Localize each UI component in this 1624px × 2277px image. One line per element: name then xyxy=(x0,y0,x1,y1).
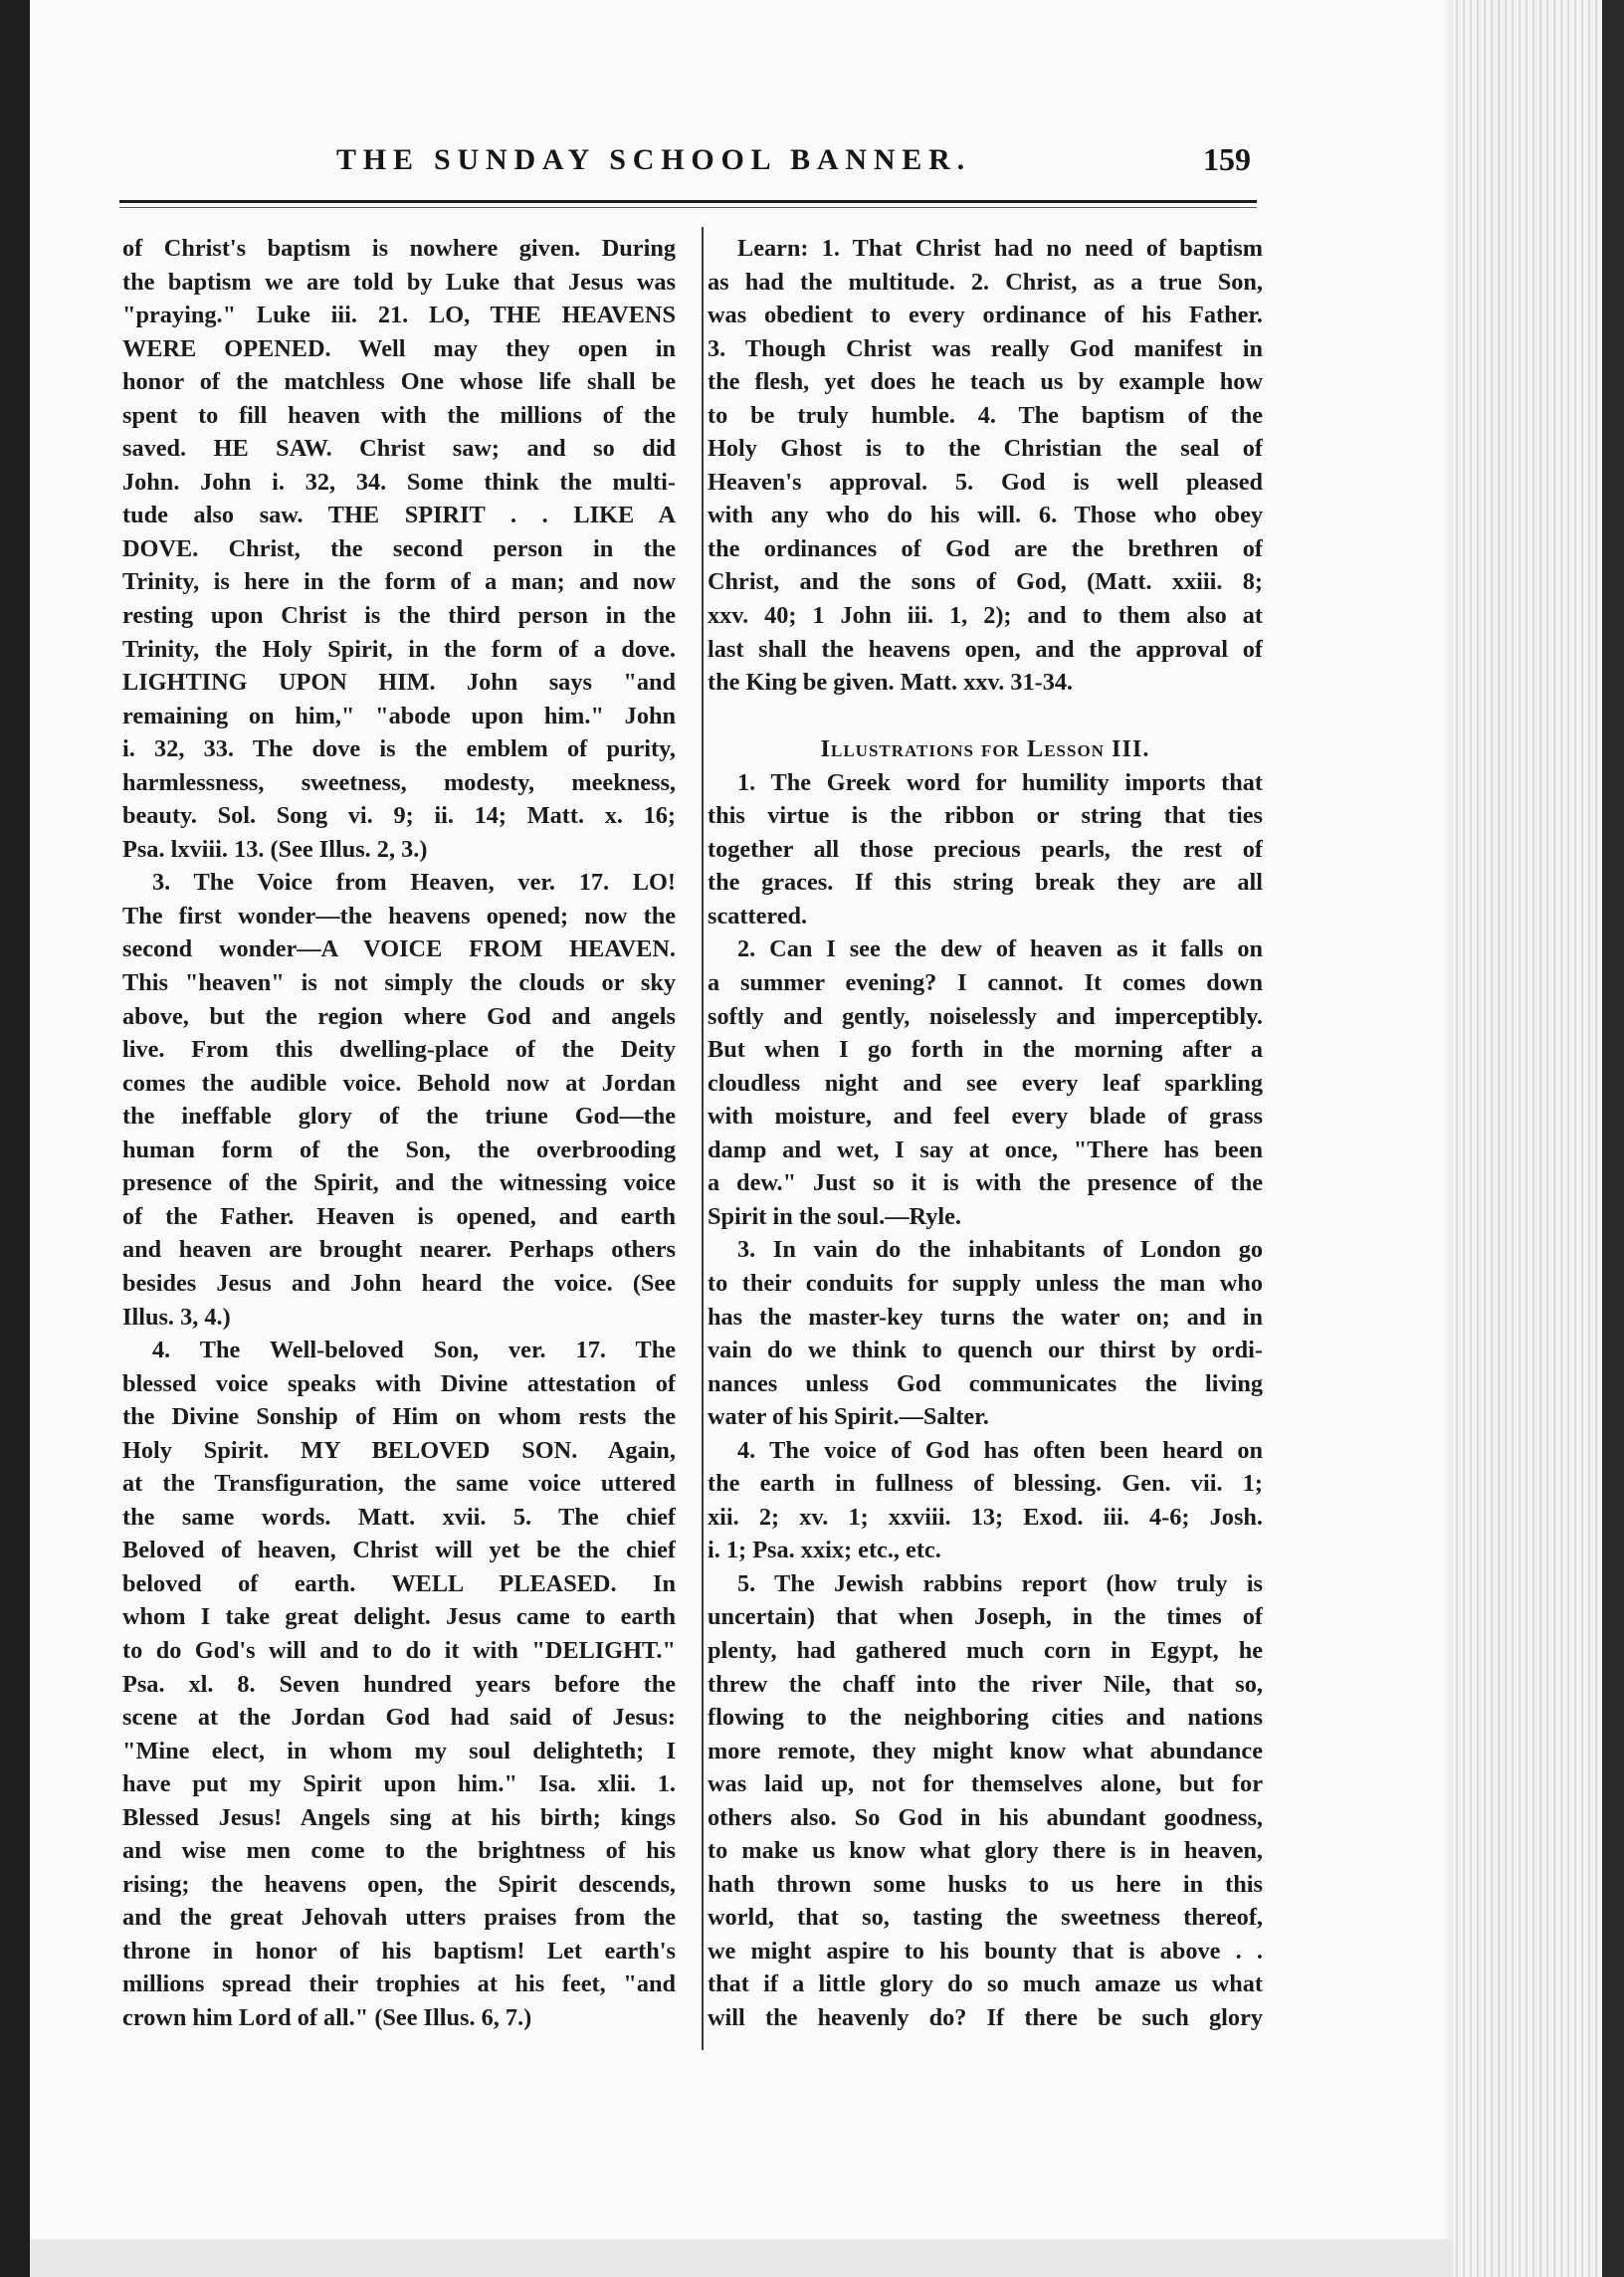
text-line: Heaven's approval. 5. God is well pleased xyxy=(708,468,1263,496)
text-line: This "heaven" is not simply the clouds or sky xyxy=(122,969,676,997)
right-column xyxy=(708,232,1263,2035)
page-bottom-margin xyxy=(30,2239,1453,2277)
text-line: at the Transfiguration, the same voice uttered xyxy=(122,1470,676,1498)
text-line: Christ, and the sons of God, (Matt. xxiii. 8; xyxy=(708,568,1263,596)
text-line: Blessed Jesus! Angels sing at his birth; kings xyxy=(122,1803,676,1831)
text-line: But when I go forth in the morning after a xyxy=(708,1036,1263,1064)
text-line: beloved of earth. WELL PLEASED. In xyxy=(122,1569,676,1597)
text-line: the ordinances of God are the brethren of xyxy=(708,534,1263,562)
text-line: 4. The Well-beloved Son, ver. 17. The xyxy=(152,1337,676,1364)
text-line: WERE OPENED. Well may they open in xyxy=(122,334,676,362)
text-line: together all those precious pearls, the rest of xyxy=(708,835,1263,863)
text-line: blessed voice speaks with Divine attestation of xyxy=(122,1369,676,1397)
text-line: vain do we think to quench our thirst by ordi- xyxy=(708,1337,1263,1364)
text-line: tude also saw. THE SPIRIT . . LIKE A xyxy=(122,502,676,529)
text-line: comes the audible voice. Behold now at Jordan xyxy=(122,1069,676,1097)
running-header xyxy=(119,137,1259,187)
text-line: we might aspire to his bounty that is above . . xyxy=(708,1937,1263,1965)
text-line: and wise men come to the brightness of his xyxy=(122,1837,676,1865)
text-line: remaining on him," "abode upon him." John xyxy=(122,702,676,729)
section-heading: Illustrations for Lesson III. xyxy=(820,735,1150,763)
text-line: honor of the matchless One whose life shall be xyxy=(122,368,676,396)
text-line: and the great Jehovah utters praises from the xyxy=(122,1904,676,1932)
scan-right-edge xyxy=(1602,0,1624,2277)
text-line: The first wonder—the heavens opened; now the xyxy=(122,902,676,930)
text-line: Spirit in the soul.—Ryle. xyxy=(708,1202,961,1230)
text-line: Learn: 1. That Christ had no need of baptism xyxy=(737,235,1263,262)
text-line: water of his Spirit.—Salter. xyxy=(708,1403,989,1431)
text-line: crown him Lord of all." (See Illus. 6, 7.) xyxy=(122,2003,532,2031)
text-line: 1. The Greek word for humility imports that xyxy=(737,768,1263,796)
text-line: 5. The Jewish rabbins report (how truly is xyxy=(737,1569,1263,1597)
text-line: of Christ's baptism is nowhere given. During xyxy=(122,235,676,262)
text-line: besides Jesus and John heard the voice. (See xyxy=(122,1269,676,1297)
text-line: above, but the region where God and angels xyxy=(122,1002,676,1030)
text-line: to do God's will and to do it with "DELIGHT." xyxy=(122,1636,676,1664)
column-divider xyxy=(702,227,704,2050)
text-line: DOVE. Christ, the second person in the xyxy=(122,534,676,562)
text-line: saved. HE SAW. Christ saw; and so did xyxy=(122,435,676,463)
text-line: others also. So God in his abundant goodness, xyxy=(708,1803,1263,1831)
text-line: softly and gently, noiselessly and imperceptibly. xyxy=(708,1002,1263,1030)
text-line: to make us know what glory there is in heaven, xyxy=(708,1837,1263,1865)
text-line: "Mine elect, in whom my soul delighteth; I xyxy=(122,1737,676,1764)
text-line: has the master-key turns the water on; and in xyxy=(708,1303,1263,1331)
text-line: was obedient to every ordinance of his Father. xyxy=(708,302,1263,329)
text-line: 4. The voice of God has often been heard on xyxy=(737,1436,1263,1464)
text-line: live. From this dwelling-place of the Deity xyxy=(122,1036,676,1064)
scan-left-edge xyxy=(0,0,30,2277)
text-line: i. 32, 33. The dove is the emblem of purity, xyxy=(122,735,676,763)
text-line: uncertain) that when Joseph, in the times of xyxy=(708,1603,1263,1631)
text-line: with any who do his will. 6. Those who obey xyxy=(708,502,1263,529)
text-line: 2. Can I see the dew of heaven as it falls on xyxy=(737,935,1263,963)
text-line: Psa. xl. 8. Seven hundred years before the xyxy=(122,1670,676,1698)
text-line: LIGHTING UPON HIM. John says "and xyxy=(122,669,676,697)
text-line: the King be given. Matt. xxv. 31-34. xyxy=(708,669,1074,697)
text-line: Trinity, the Holy Spirit, in the form of a dove. xyxy=(122,635,676,663)
text-line: that if a little glory do so much amaze us what xyxy=(708,1970,1263,1998)
text-line: threw the chaff into the river Nile, that so, xyxy=(708,1670,1263,1698)
text-line: i. 1; Psa. xxix; etc., etc. xyxy=(708,1537,941,1564)
text-line: "praying." Luke iii. 21. LO, THE HEAVENS xyxy=(122,302,676,329)
text-line: cloudless night and see every leaf sparkling xyxy=(708,1069,1263,1097)
text-line: resting upon Christ is the third person in the xyxy=(122,602,676,630)
text-line: the same words. Matt. xvii. 5. The chief xyxy=(122,1503,676,1531)
text-line: scattered. xyxy=(708,902,808,930)
blank-line xyxy=(708,700,1263,733)
text-line: the ineffable glory of the triune God—the xyxy=(122,1103,676,1131)
text-line: with moisture, and feel every blade of grass xyxy=(708,1103,1263,1131)
text-line: Illus. 3, 4.) xyxy=(122,1303,231,1331)
text-line: as had the multitude. 2. Christ, as a true Son, xyxy=(708,268,1263,296)
text-line: to their conduits for supply unless the man who xyxy=(708,1269,1263,1297)
page-number: 159 xyxy=(1203,141,1251,177)
text-line: xxv. 40; 1 John iii. 1, 2); and to them also at xyxy=(708,602,1263,630)
text-line: a dew." Just so it is with the presence of the xyxy=(708,1169,1263,1197)
text-line: to be truly humble. 4. The baptism of the xyxy=(708,401,1263,429)
text-line: last shall the heavens open, and the approval of xyxy=(708,635,1263,663)
text-line: plenty, had gathered much corn in Egypt, he xyxy=(708,1636,1263,1664)
text-line: the earth in fullness of blessing. Gen. vii. 1; xyxy=(708,1470,1263,1498)
text-line: this virtue is the ribbon or string that ties xyxy=(708,802,1263,830)
text-line: the baptism we are told by Luke that Jesus was xyxy=(122,268,676,296)
text-line: presence of the Spirit, and the witnessing voice xyxy=(122,1169,676,1197)
text-line: rising; the heavens open, the Spirit descends, xyxy=(122,1870,676,1898)
header-rule xyxy=(119,200,1257,203)
text-line: spent to fill heaven with the millions of the xyxy=(122,401,676,429)
text-line: a summer evening? I cannot. It comes down xyxy=(708,969,1263,997)
text-line: more remote, they might know what abundance xyxy=(708,1737,1263,1764)
left-column xyxy=(122,232,676,2035)
text-line: will the heavenly do? If there be such glory xyxy=(708,2003,1263,2031)
text-line: Holy Spirit. MY BELOVED SON. Again, xyxy=(122,1436,676,1464)
text-line: human form of the Son, the overbrooding xyxy=(122,1136,676,1163)
text-line: 3. The Voice from Heaven, ver. 17. LO! xyxy=(152,869,676,897)
text-line: the Divine Sonship of Him on whom rests the xyxy=(122,1403,676,1431)
text-line: xii. 2; xv. 1; xxviii. 13; Exod. iii. 4-6; Josh. xyxy=(708,1503,1263,1531)
running-title: THE SUNDAY SCHOOL BANNER. xyxy=(336,143,971,176)
text-line: millions spread their trophies at his feet, "and xyxy=(122,1970,676,1998)
header-rule-thin xyxy=(119,207,1257,208)
text-line: second wonder—A VOICE FROM HEAVEN. xyxy=(122,935,676,963)
text-line: 3. In vain do the inhabitants of London go xyxy=(737,1236,1263,1264)
text-line: John. John i. 32, 34. Some think the multi- xyxy=(122,468,676,496)
text-line: harmlessness, sweetness, modesty, meekness, xyxy=(122,768,676,796)
text-line: Trinity, is here in the form of a man; and now xyxy=(122,568,676,596)
text-line: throne in honor of his baptism! Let earth's xyxy=(122,1937,676,1965)
text-line: beauty. Sol. Song vi. 9; ii. 14; Matt. x. 16; xyxy=(122,802,676,830)
text-line: world, that so, tasting the sweetness thereof, xyxy=(708,1904,1263,1932)
text-line: hath thrown some husks to us here in this xyxy=(708,1870,1263,1898)
text-line: 3. Though Christ was really God manifest in xyxy=(708,334,1263,362)
text-line: scene at the Jordan God had said of Jesus: xyxy=(122,1704,676,1732)
page-stack-edges xyxy=(1453,0,1602,2277)
text-line: whom I take great delight. Jesus came to earth xyxy=(122,1603,676,1631)
text-line: Psa. lxviii. 13. (See Illus. 2, 3.) xyxy=(122,835,428,863)
text-line: of the Father. Heaven is opened, and earth xyxy=(122,1202,676,1230)
text-line: the graces. If this string break they are all xyxy=(708,869,1263,897)
text-line: the flesh, yet does he teach us by example how xyxy=(708,368,1263,396)
text-line: was laid up, not for themselves alone, but for xyxy=(708,1770,1263,1798)
text-line: nances unless God communicates the living xyxy=(708,1369,1263,1397)
text-line: damp and wet, I say at once, "There has been xyxy=(708,1136,1263,1163)
text-line: flowing to the neighboring cities and nations xyxy=(708,1704,1263,1732)
text-line: have put my Spirit upon him." Isa. xlii. 1. xyxy=(122,1770,676,1798)
text-line: Beloved of heaven, Christ will yet be the chief xyxy=(122,1537,676,1564)
text-line: and heaven are brought nearer. Perhaps others xyxy=(122,1236,676,1264)
text-line: Holy Ghost is to the Christian the seal of xyxy=(708,435,1263,463)
